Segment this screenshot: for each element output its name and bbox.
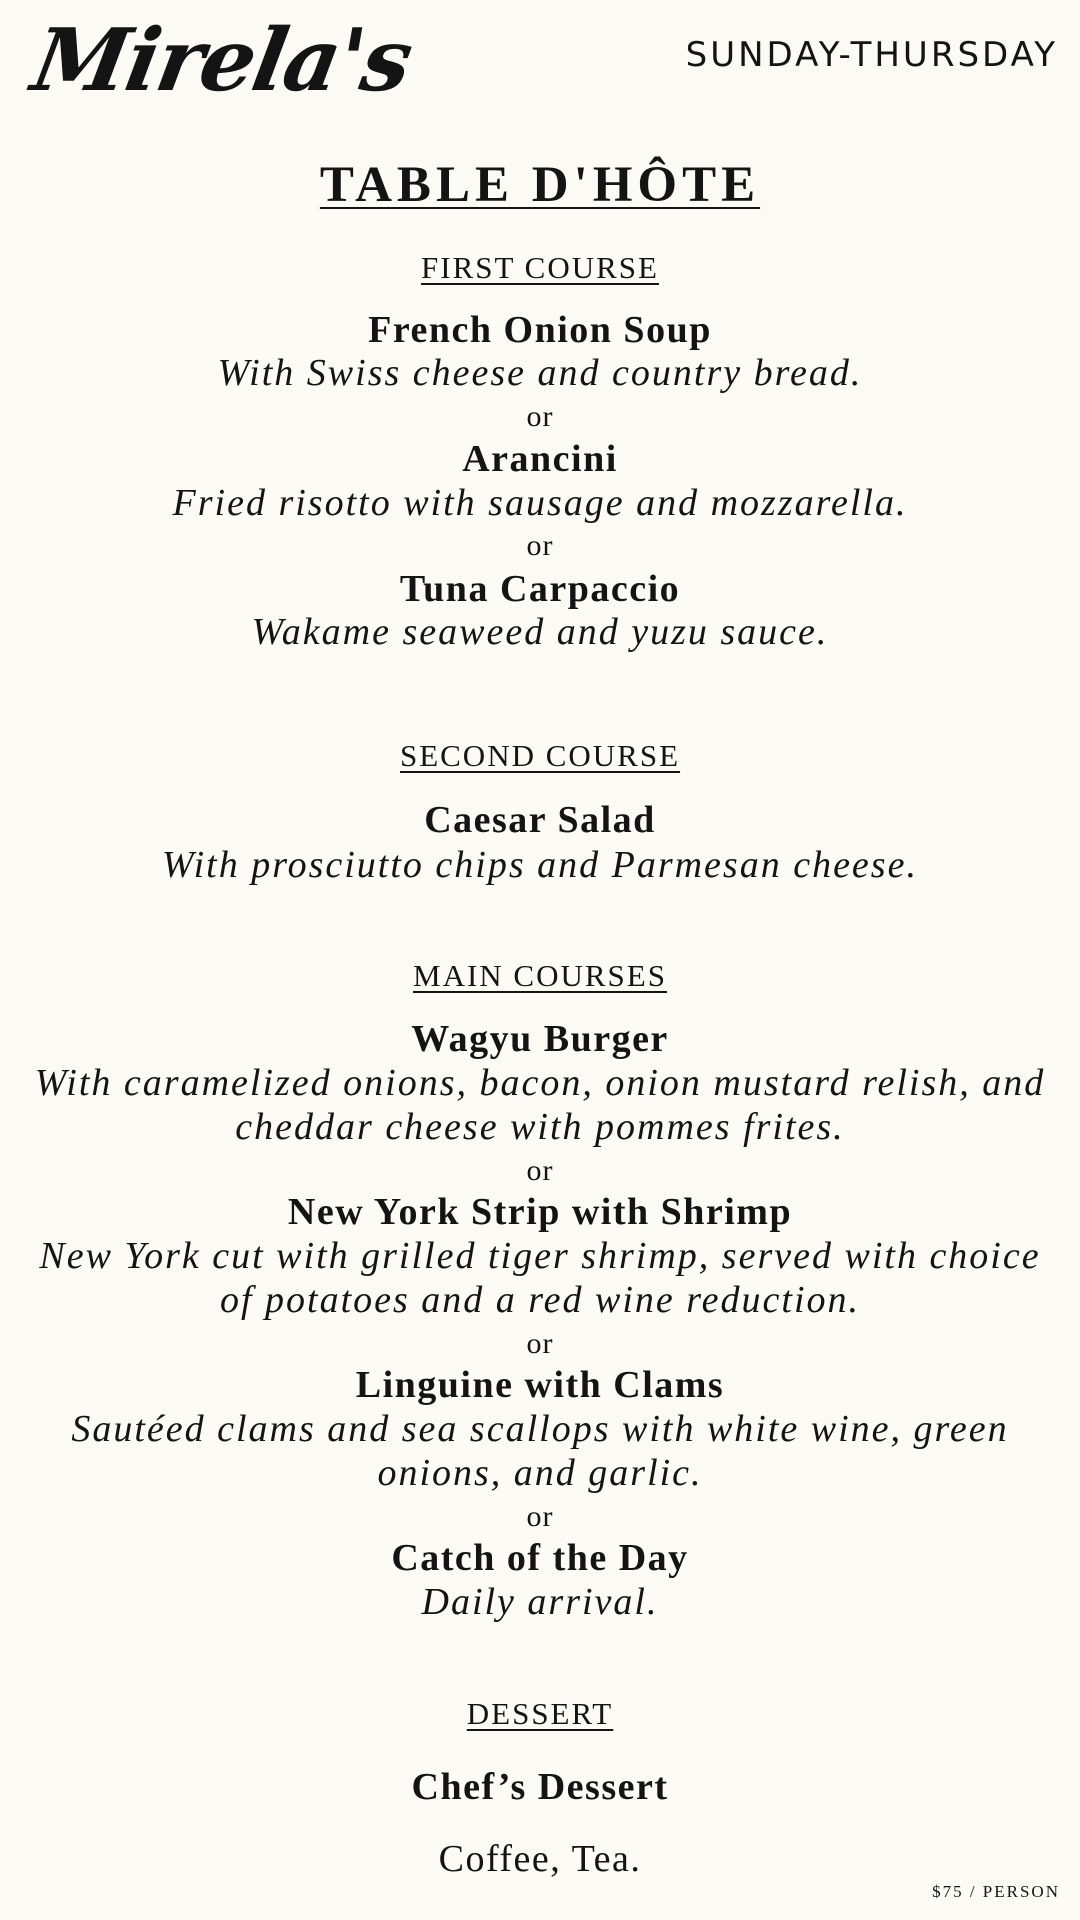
dish-description: Daily arrival. bbox=[421, 1581, 659, 1623]
or-separator: or bbox=[526, 400, 554, 433]
dish-description: With caramelized onions, bacon, onion mustard relish, and bbox=[34, 1062, 1046, 1104]
or-separator: or bbox=[526, 529, 554, 562]
price-per-person: $75 / PERSON bbox=[932, 1882, 1060, 1901]
dish-description: Fried risotto with sausage and mozzarella. bbox=[172, 482, 908, 524]
dish-name: Tuna Carpaccio bbox=[399, 568, 681, 610]
dessert-extra: Coffee, Tea. bbox=[438, 1838, 642, 1880]
dessert-heading: DESSERT bbox=[466, 1696, 614, 1731]
or-separator: or bbox=[526, 1327, 554, 1360]
or-separator: or bbox=[526, 1500, 554, 1533]
dish-name: French Onion Soup bbox=[368, 309, 712, 351]
dish-name: New York Strip with Shrimp bbox=[287, 1191, 793, 1233]
or-separator: or bbox=[526, 1154, 554, 1187]
dish-name: Linguine with Clams bbox=[355, 1364, 725, 1406]
main-courses-heading: MAIN COURSES bbox=[413, 958, 667, 993]
first-course-heading: FIRST COURSE bbox=[421, 250, 659, 285]
dish-description: Wakame seaweed and yuzu sauce. bbox=[251, 611, 829, 653]
menu-days: SUNDAY-THURSDAY bbox=[685, 35, 1058, 75]
restaurant-logo: Mirela's bbox=[25, 10, 419, 111]
dish-description: onions, and garlic. bbox=[377, 1452, 703, 1494]
menu-title: TABLE D'HÔTE bbox=[319, 157, 761, 213]
dish-description: New York cut with grilled tiger shrimp, served with choice bbox=[39, 1235, 1041, 1277]
dish-description: With Swiss cheese and country bread. bbox=[217, 352, 863, 394]
dish-name: Wagyu Burger bbox=[411, 1018, 669, 1060]
dish-name: Catch of the Day bbox=[391, 1537, 689, 1579]
dish-description: Sautéed clams and sea scallops with white wine, green bbox=[71, 1408, 1009, 1450]
dish-description: of potatoes and a red wine reduction. bbox=[219, 1279, 861, 1321]
dish-description: cheddar cheese with pommes frites. bbox=[235, 1106, 845, 1148]
dish-name: Chef’s Dessert bbox=[411, 1766, 669, 1808]
dish-name: Arancini bbox=[462, 438, 618, 480]
dish-description: With prosciutto chips and Parmesan cheese. bbox=[162, 844, 918, 886]
dish-name: Caesar Salad bbox=[424, 799, 656, 841]
second-course-heading: SECOND COURSE bbox=[399, 738, 681, 773]
